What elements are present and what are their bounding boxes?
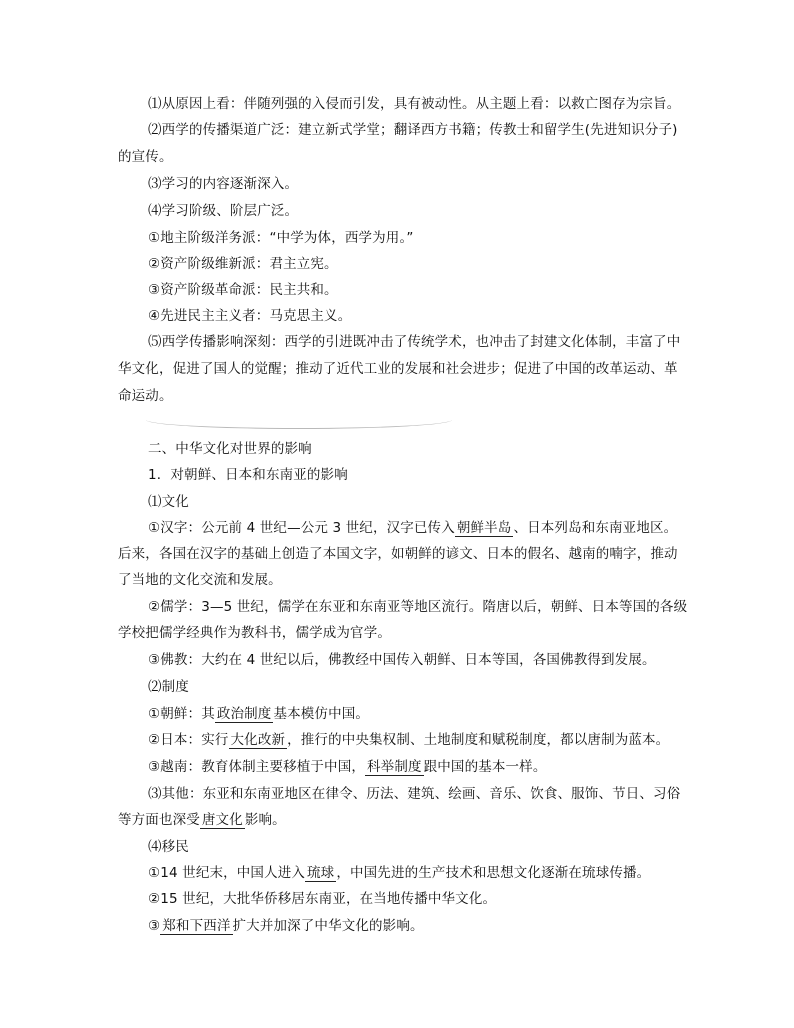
other-prefix: 等方面也深受 xyxy=(118,812,200,828)
korea-system-line xyxy=(148,706,369,723)
answer-blank-political-system: 政治制度 xyxy=(216,706,272,722)
system-label: ⑵制度 xyxy=(148,679,189,695)
paragraph-cause-theme: ⑴从原因上看：伴随列强的入侵而引发，具有被动性。从主题上看：以救亡图存为宗旨。 xyxy=(148,96,681,112)
answer-blank-korean-peninsula: 朝鲜半岛 xyxy=(456,520,512,536)
hanzi-line3: 了当地的文化交流和发展。 xyxy=(118,572,282,588)
confucianism-line1: ②儒学：3—5 世纪，儒学在东亚和东南亚等地区流行。隋唐以后，朝鲜、日本等国的各级 xyxy=(148,599,688,615)
hanzi-prefix: ①汉字：公元前 4 世纪—公元 3 世纪，汉字已传入 xyxy=(148,520,455,536)
migration-zheng-he-line xyxy=(148,918,424,935)
list-item-westernization: ①地主阶级洋务派：“中学为体，西学为用。” xyxy=(148,230,414,246)
paragraph-classes-broad: ⑷学习阶级、阶层广泛。 xyxy=(148,203,299,219)
vietnam-suffix: 跟中国的基本一样。 xyxy=(423,759,547,775)
paragraph-impact-line3: 命运动。 xyxy=(118,388,173,404)
vietnam-prefix: ③越南：教育体制主要移植于中国， xyxy=(148,759,366,775)
culture-label: ⑴文化 xyxy=(148,494,189,510)
korea-prefix: ①朝鲜：其 xyxy=(148,706,215,722)
section-divider xyxy=(146,418,452,429)
confucianism-line2: 学校把儒学经典作为教科书，儒学成为官学。 xyxy=(118,625,391,641)
migration-label: ⑷移民 xyxy=(148,839,189,855)
zheng-he-prefix: ③ xyxy=(148,918,161,934)
japan-system-line xyxy=(148,732,669,749)
ryukyu-suffix: ，中国先进的生产技术和思想文化逐渐在琉球传播。 xyxy=(336,865,651,881)
paragraph-impact-line1: ⑸西学传播影响深刻：西学的引进既冲击了传统学术，也冲击了封建文化体制，丰富了中 xyxy=(148,334,681,350)
buddhism-line: ③佛教：大约在 4 世纪以后，佛教经中国传入朝鲜、日本等国，各国佛教得到发展。 xyxy=(148,652,656,668)
japan-prefix: ②日本：实行 xyxy=(148,732,229,748)
list-item-democrats: ④先进民主主义者：马克思主义。 xyxy=(148,308,352,324)
korea-suffix: 基本模仿中国。 xyxy=(273,706,370,722)
hanzi-suffix: 、日本列岛和东南亚地区。 xyxy=(513,520,678,536)
other-line2 xyxy=(118,812,286,829)
subsection-heading: 1．对朝鲜、日本和东南亚的影响 xyxy=(148,467,348,483)
paragraph-content-deepen: ⑶学习的内容逐渐深入。 xyxy=(148,176,299,192)
list-item-revolutionaries: ③资产阶级革命派：民主共和。 xyxy=(148,282,338,298)
ryukyu-prefix: ①14 世纪末，中国人进入 xyxy=(148,865,306,881)
hanzi-line2: 后来，各国在汉字的基础上创造了本国文字，如朝鲜的谚文、日本的假名、越南的喃字，推动 xyxy=(118,546,678,562)
answer-blank-tang-culture: 唐文化 xyxy=(201,812,243,828)
answer-blank-zheng-he-voyages: 郑和下西洋 xyxy=(162,918,231,934)
hanzi-line1 xyxy=(148,520,677,537)
answer-blank-taika-reform: 大化改新 xyxy=(230,732,286,748)
migration-ryukyu-line xyxy=(148,865,650,882)
paragraph-channels-line2: 的宣传。 xyxy=(118,149,173,165)
section-heading: 二、中华文化对世界的影响 xyxy=(148,441,312,457)
answer-blank-ryukyu: 琉球 xyxy=(307,865,335,881)
list-item-reformists: ②资产阶级维新派：君主立宪。 xyxy=(148,256,338,272)
other-line1: ⑶其他：东亚和东南亚地区在律令、历法、建筑、绘画、音乐、饮食、服饰、节日、习俗 xyxy=(148,786,681,802)
zheng-he-suffix: 扩大并加深了中华文化的影响。 xyxy=(232,918,424,934)
answer-blank-imperial-exam: 科举制度 xyxy=(367,759,422,775)
vietnam-system-line xyxy=(148,759,546,776)
japan-suffix: ，推行的中央集权制、土地制度和赋税制度，都以唐制为蓝本。 xyxy=(287,732,670,748)
paragraph-channels-line1: ⑵西学的传播渠道广泛：建立新式学堂；翻译西方书籍；传教士和留学生(先进知识分子) xyxy=(148,122,678,138)
other-suffix: 影响。 xyxy=(244,812,286,828)
paragraph-impact-line2: 华文化，促进了国人的觉醒；推动了近代工业的发展和社会进步；促进了中国的改革运动、革 xyxy=(118,361,678,377)
migration-southeast-asia-line: ②15 世纪，大批华侨移居东南亚，在当地传播中华文化。 xyxy=(148,891,497,907)
